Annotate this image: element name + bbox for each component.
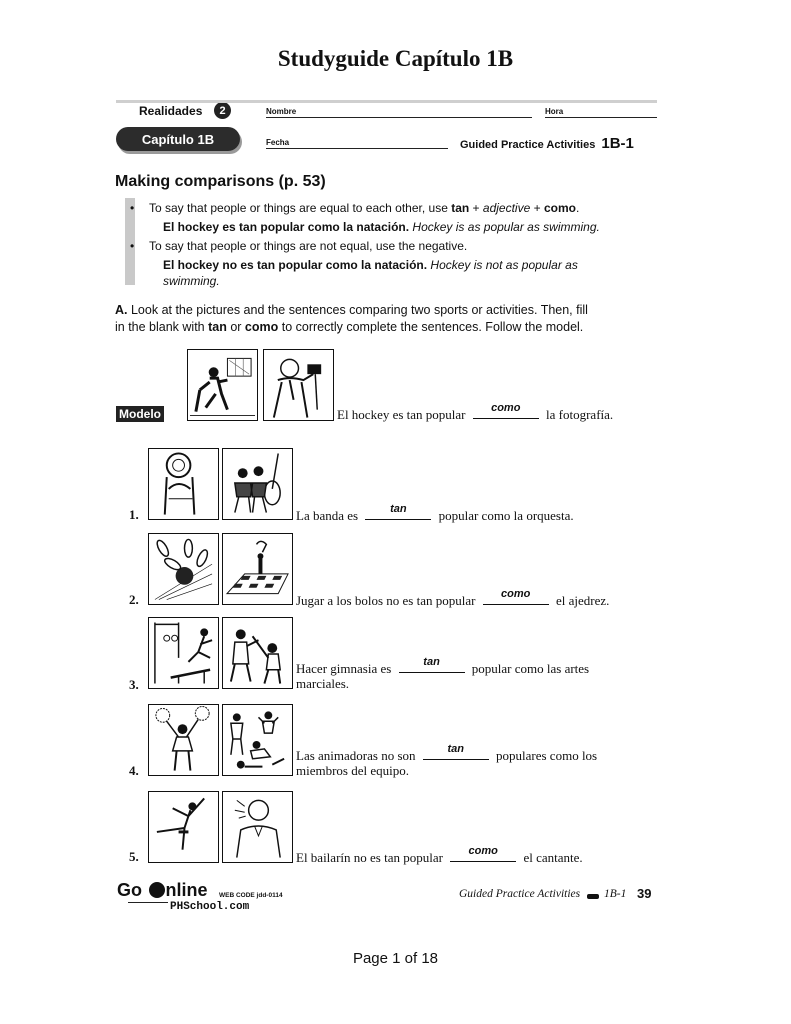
hora-label: Hora (545, 107, 564, 116)
online-circle-icon (149, 882, 165, 898)
item-5-number: 5. (129, 849, 139, 864)
martial-arts-picture (222, 617, 293, 689)
grammar-example-2-cont (163, 273, 220, 289)
item-4-before: Las animadoras no son (296, 748, 416, 763)
footer-logo-line (128, 902, 168, 903)
instructions-line2b: to correctly complete the sentences. Follow the model. (278, 320, 584, 334)
bullet-1-adjective: adjective (482, 201, 531, 215)
chess-picture (222, 533, 293, 605)
modelo-answer: como (491, 402, 521, 414)
realidades-label: Realidades (139, 104, 203, 118)
instructions-line2a: in the blank with (115, 320, 209, 334)
modelo-label: Modelo (116, 406, 164, 422)
bullet-1-text: To say that people or things are equal to each other, use (149, 201, 452, 215)
instructions-line1: Look at the pictures and the sentences comparing two sports or activities. Then, fill (130, 303, 588, 317)
modelo-after: la fotografía. (546, 407, 614, 422)
item-3-number: 3. (129, 677, 139, 692)
footer-guided: Guided Practice Activities (459, 888, 581, 900)
item-3-blank[interactable] (399, 656, 465, 673)
level-badge: 2 (214, 102, 231, 119)
orchestra-picture (222, 448, 293, 520)
item-1-answer: tan (390, 503, 407, 515)
instructions (115, 302, 675, 336)
instructions-letter: A. (115, 303, 128, 317)
modelo-sentence (337, 402, 614, 423)
fecha-line (266, 148, 448, 149)
example-1-spanish: El hockey es tan popular como la natación. (163, 220, 410, 234)
item-2-answer: como (501, 588, 531, 600)
nombre-line (266, 117, 532, 118)
nombre-label: Nombre (266, 107, 297, 116)
grammar-bullet-1-dot: • (130, 201, 135, 215)
guided-activities-header (460, 135, 634, 152)
item-1-sentence (296, 503, 574, 524)
item-4-sentence (296, 743, 598, 764)
page-title: Studyguide Capítulo 1B (277, 46, 514, 71)
instructions-tan: tan (208, 320, 227, 334)
modelo-blank[interactable] (473, 402, 539, 419)
item-4-number: 4. (129, 763, 139, 778)
online-text: nline (165, 880, 208, 900)
bullet-1-plus-2: + (530, 201, 544, 215)
web-code: WEB CODE jdd-0114 (219, 892, 283, 899)
instructions-or: or (226, 320, 245, 334)
item-4-after: populares como los (496, 748, 598, 763)
go-online-logo (117, 880, 207, 901)
grammar-example-2 (163, 257, 663, 273)
photography-picture (263, 349, 334, 421)
item-2-after: el ajedrez. (555, 593, 610, 608)
item-3-sentence (296, 656, 590, 677)
item-2-blank[interactable] (483, 588, 549, 605)
gymnastics-picture (148, 617, 219, 689)
grammar-bullet-1 (149, 200, 669, 216)
guided-code: 1B-1 (601, 135, 634, 152)
modelo-before: El hockey es tan popular (337, 407, 466, 422)
dancer-picture (148, 791, 219, 863)
guided-label: Guided Practice Activities (460, 139, 596, 151)
item-5-answer: como (468, 845, 498, 857)
bullet-1-plus: + (469, 201, 483, 215)
item-3-line2: marciales. (296, 676, 350, 691)
item-2-before: Jugar a los bolos no es tan popular (296, 593, 476, 608)
example-2-english: Hockey is not as popular as (430, 258, 578, 272)
item-1-after: popular como la orquesta. (438, 508, 574, 523)
cheerleader-picture (148, 704, 219, 776)
item-4-answer: tan (447, 743, 465, 755)
bullet-1-period: . (575, 201, 580, 215)
item-5-sentence (296, 845, 583, 866)
hockey-picture (187, 349, 258, 421)
item-3-after: popular como las artes (471, 661, 590, 676)
footer-page-number: 39 (637, 886, 652, 901)
section-heading: Making comparisons (p. 53) (115, 173, 326, 190)
item-4-line2: miembros del equipo. (296, 763, 410, 778)
phschool-link[interactable]: PHSchool.com (170, 901, 250, 913)
grammar-example-1 (163, 219, 663, 235)
team-players-picture (222, 704, 293, 776)
example-2-english-cont: swimming. (163, 274, 220, 288)
example-2-spanish: El hockey no es tan popular como la natación. (163, 258, 428, 272)
item-3-before: Hacer gimnasia es (296, 661, 392, 676)
footer-code: 1B-1 (604, 888, 627, 900)
item-2-sentence (296, 588, 610, 609)
item-3-answer: tan (423, 656, 440, 668)
bullet-1-tan: tan (451, 201, 470, 215)
item-5-before: El bailarín no es tan popular (296, 850, 443, 865)
go-text: Go (117, 880, 142, 900)
page-indicator: Page 1 of 18 (352, 950, 439, 967)
item-5-blank[interactable] (450, 845, 516, 862)
chapter-badge: Capítulo 1B (116, 127, 240, 151)
item-4-blank[interactable] (423, 743, 489, 760)
example-1-english: Hockey is as popular as swimming. (412, 220, 600, 234)
footer-dash-icon (587, 894, 599, 899)
item-1-number: 1. (129, 507, 139, 522)
item-1-before: La banda es (296, 508, 359, 523)
item-1-blank[interactable] (365, 503, 431, 520)
hora-line (545, 117, 657, 118)
bullet-1-como: como (543, 201, 576, 215)
instructions-como: como (244, 320, 279, 334)
fecha-label: Fecha (266, 138, 290, 147)
item-2-number: 2. (129, 592, 139, 607)
item-5-after: el cantante. (523, 850, 583, 865)
bowling-picture (148, 533, 219, 605)
grammar-bullet-2-dot: • (130, 239, 135, 253)
header-shade-rule (116, 100, 657, 103)
band-picture (148, 448, 219, 520)
grammar-bullet-2: To say that people or things are not equal, use the negative. (149, 239, 468, 253)
singer-picture (222, 791, 293, 863)
